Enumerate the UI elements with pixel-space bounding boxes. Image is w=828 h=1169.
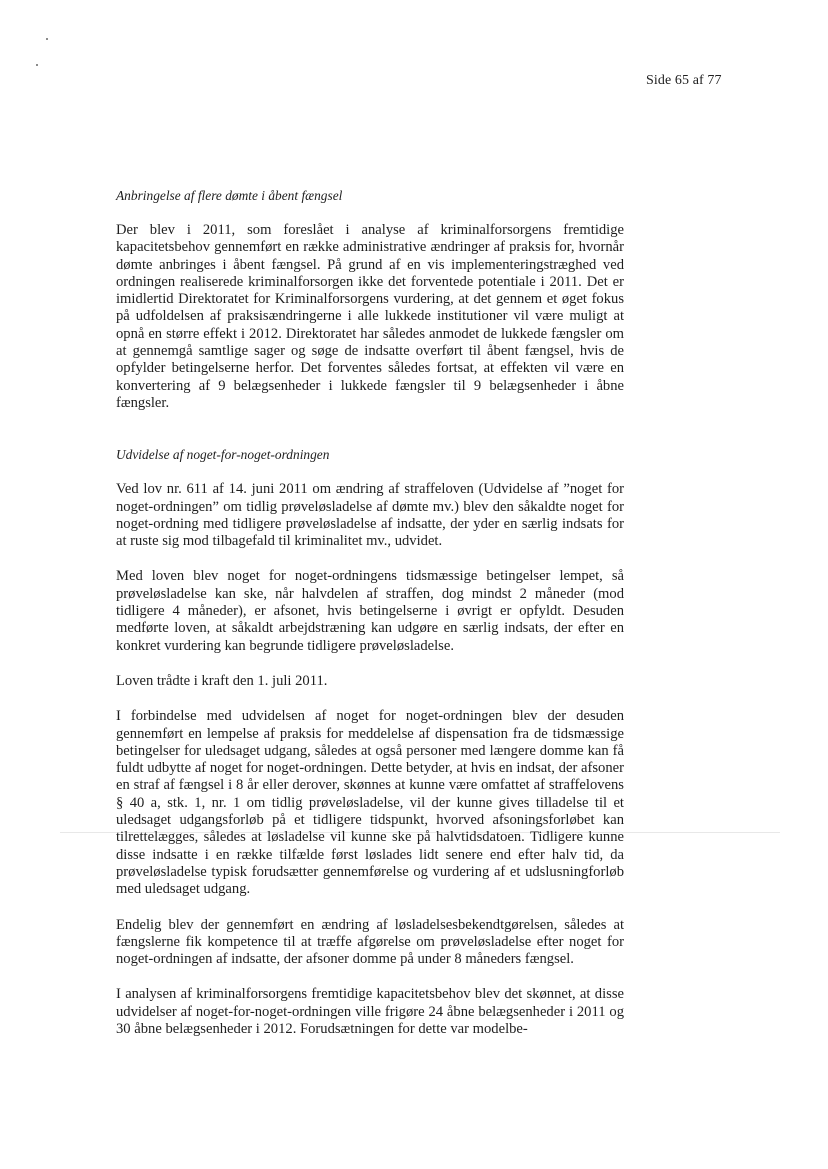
paragraph: I forbindelse med udvidelsen af noget for noget-ordningen blev der desuden gennemført en lempelse af praksis for meddelelse af dispensation fra de tidsmæssige betingelser for uledsaget udgang, således at også personer med længere domme kan få fuldt udbytte af noget for noget-ordningen. Dette betyder, at hvis en indsat, der afsoner en straf af fængsel i 8 år eller derover, skønnes at kunne være omfattet af straffelovens § 40 a, stk. 1, nr. 1 om tidlig prøveløsladelse, vil der kunne gives tilladelse til et uledsaget udgangsforløb på et tidligere tidspunkt, hvorved afsoningsforløbet kan tilrettelægges, således at løsladelse vil kunne ske på halvtidsdatoen. Tidligere kunne disse indsatte i en række tilfælde først løslades lidt senere end efter halv tid, da prøveløsladelse typisk forudsætter gennemførelse og vurdering af et udslusningforløb med uledsaget udgang. (116, 708, 624, 898)
section-heading: Udvidelse af noget-for-noget-ordningen (116, 447, 330, 463)
paragraph: Loven trådte i kraft den 1. juli 2011. (116, 672, 328, 689)
paragraph: Ved lov nr. 611 af 14. juni 2011 om ændring af straffeloven (Udvidelse af ”noget for noget-ordningen” om tidlig prøveløsladelse af dømte mv.) blev den såkaldte noget for noget-ordning med tidligere prøveløsladelse af indsatte, der yder en særlig indsats for at ruste sig mod tilbagefald til kriminalitet mv., udvidet. (116, 481, 624, 550)
paragraph: I analysen af kriminalforsorgens fremtidige kapacitetsbehov blev det skønnet, at disse udvidelser af noget-for-noget-ordningen ville frigøre 24 åbne belægsenheder i 2011 og 30 åbne belægsenheder i 2012. Forudsætningen for dette var modelbe- (116, 986, 624, 1037)
section-heading: Anbringelse af flere dømte i åbent fængsel (116, 188, 343, 203)
section-open-prison (116, 188, 624, 412)
page-number: Side 65 af 77 (646, 73, 722, 88)
scan-speck (36, 64, 38, 66)
paragraph: Der blev i 2011, som foreslået i analyse af kriminalforsorgens fremtidige kapacitetsbehov gennemført en række administrative ændringer af praksis for, hvornår dømte anbringes i åbent fængsel. På grund af en vis implementeringstræghed ved ordningen realiserede kriminalforsorgen ikke det forventede potentiale i 2011. Det er imidlertid Direktoratet for Kriminalforsorgens vurdering, at det gennem et øget fokus på udfoldelsen af praksisændringerne i alle lukkede institutioner vil være muligt at opnå en større effekt i 2012. Direktoratet har således anmodet de lukkede fængsler om at gennemgå samtlige sager og søge de indsatte overført til åbent fængsel, hvis de opfylder betingelserne herfor. Det forventes således fortsat, at effekten vil være en konvertering af 9 belægsenheder i lukkede fængsler til 9 belægsenheder i åbne fængsler. (116, 222, 624, 411)
section-noget-for-noget (116, 447, 624, 1038)
document-body (116, 188, 624, 1056)
paragraph: Med loven blev noget for noget-ordningens tidsmæssige betingelser lempet, så prøveløsladelse kan ske, når halvdelen af straffen, dog mindst 2 måneder (mod tidligere 4 måneder), er afsonet, hvis betingelserne i øvrigt er opfyldt. Desuden medførte loven, at såkaldt arbejdstræning kan udgøre en særlig indsats, der efter en konkret vurdering kan begrunde tidligere prøveløsladelse. (116, 568, 624, 654)
paragraph: Endelig blev der gennemført en ændring af løsladelsesbekendtgørelsen, således at fængslerne fik kompetence til at træffe afgørelse om prøveløsladelse efter noget for noget-ordningen af indsatte, der afsoner domme på under 8 måneders fængsel. (116, 916, 624, 968)
scan-speck (46, 38, 48, 40)
